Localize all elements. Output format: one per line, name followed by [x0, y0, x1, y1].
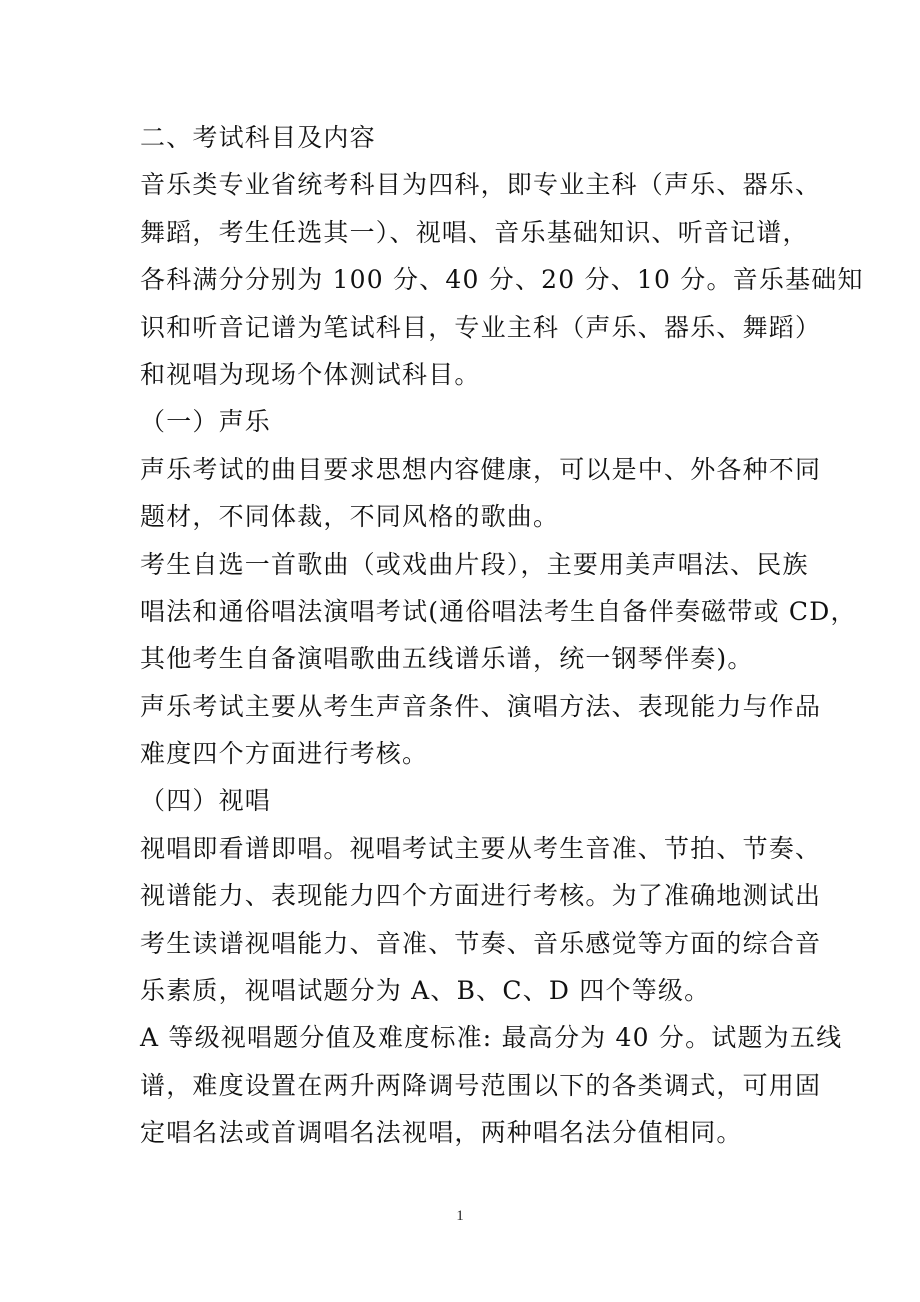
paragraph-line: 声乐考试的曲目要求思想内容健康，可以是中、外各种不同 — [140, 454, 822, 484]
paragraph-line: 声乐考试主要从考生声音条件、演唱方法、表现能力与作品 — [140, 691, 822, 721]
paragraph-line: 定唱名法或首调唱名法视唱，两种唱名法分值相同。 — [140, 1118, 743, 1148]
paragraph-line: 考生自选一首歌曲（或戏曲片段），主要用美声唱法、民族 — [140, 549, 809, 579]
paragraph-line: 谱，难度设置在两升两降调号范围以下的各类调式，可用固 — [140, 1070, 822, 1100]
page-number: 1 — [456, 1208, 464, 1224]
paragraph-line: 各科满分分别为 100 分、40 分、20 分、10 分。音乐基础知 — [140, 265, 864, 295]
paragraph-line: 音乐类专业省统考科目为四科，即专业主科（声乐、器乐、 — [140, 170, 822, 200]
section-heading: 二、考试科目及内容 — [140, 123, 376, 152]
subsection-heading: （四）视唱 — [140, 786, 272, 816]
paragraph-line: A 等级视唱题分值及难度标准: 最高分为 40 分。试题为五线 — [140, 1023, 843, 1053]
paragraph-line: 考生读谱视唱能力、音准、节奏、音乐感觉等方面的综合音 — [140, 928, 822, 958]
subsection-heading: （一）声乐 — [140, 407, 272, 437]
document-body — [140, 114, 864, 1157]
paragraph-line: 难度四个方面进行考核。 — [140, 739, 429, 769]
paragraph-line: 唱法和通俗唱法演唱考试(通俗唱法考生自备伴奏磁带或 CD， — [140, 596, 857, 626]
paragraph-line: 乐素质，视唱试题分为 A、B、C、D 四个等级。 — [140, 976, 711, 1006]
paragraph-line: 题材，不同体裁，不同风格的歌曲。 — [140, 502, 560, 532]
paragraph-line: 视谱能力、表现能力四个方面进行考核。为了准确地测试出 — [140, 881, 822, 911]
paragraph-line: 视唱即看谱即唱。视唱考试主要从考生音准、节拍、节奏、 — [140, 833, 822, 863]
paragraph-line: 识和听音记谱为笔试科目，专业主科（声乐、器乐、舞蹈） — [140, 312, 822, 342]
paragraph-line: 和视唱为现场个体测试科目。 — [140, 359, 481, 389]
paragraph-line: 其他考生自备演唱歌曲五线谱乐谱，统一钢琴伴奏)。 — [140, 644, 754, 674]
paragraph-line: 舞蹈，考生任选其一）、视唱、音乐基础知识、听音记谱， — [140, 217, 809, 247]
